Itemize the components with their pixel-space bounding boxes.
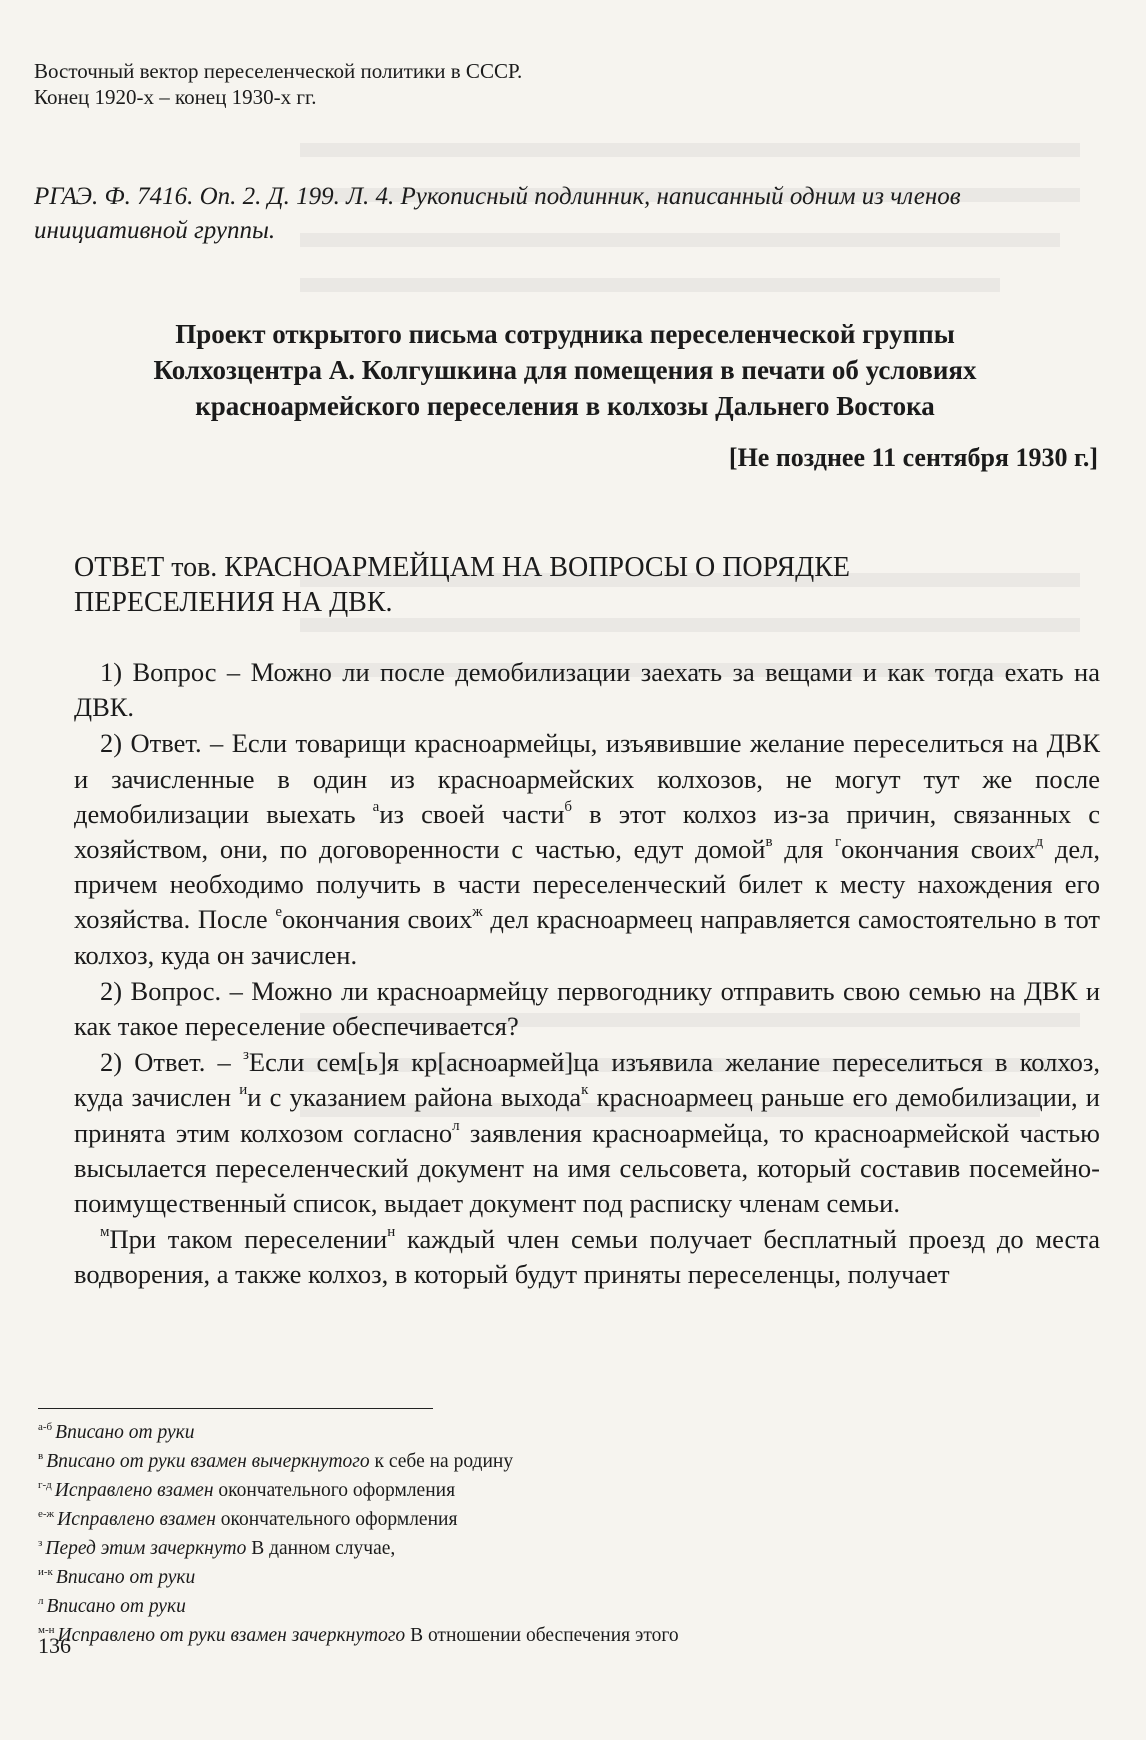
footnote-mark: ж: [472, 904, 483, 921]
answer-2: 2) Ответ. – $^з$Если сем[ь]я кр[асноармей]ца изъявила желание переселиться в колхоз, куда зачислен $^и$и с указанием района выхода$^к$ красноармеец раньше его демобилизации, и принята этим колхозом согласно$^л$ заявления красноармейца, то красноармейской частью высылается переселенческий документ на имя сельсовета, который составив посемейно-поимущественный список, выдает документ под расписку членам семьи.: [74, 1047, 1100, 1219]
footnote-mark: в: [765, 834, 773, 851]
archival-source-reference: РГАЭ. Ф. 7416. Оп. 2. Д. 199. Л. 4. Рукописный подлинник, написанный одним из членов инициативной группы.: [34, 183, 961, 244]
document-body: [74, 655, 1100, 1294]
footnote: $^{г-д}$ Исправлено взамен окончательного оформления: [38, 1479, 456, 1501]
footnote-mark: б: [564, 798, 573, 815]
footnote: $^{а-б}$ Вписано от руки: [38, 1421, 195, 1443]
question-2: 2) Вопрос. – Можно ли красноармейцу первогоднику отправить свою семью на ДВК и как такое переселение обеспечивается?: [74, 975, 1100, 1042]
page-number: 136: [38, 1633, 71, 1658]
footnote: $^{е-ж}$ Исправлено взамен окончательного оформления: [38, 1508, 458, 1530]
footnote-mark: к: [581, 1082, 589, 1099]
header-line-2: Конец 1920-х – конец 1930-х гг.: [34, 85, 317, 109]
footnote-mark: и: [239, 1082, 248, 1099]
document-title: [60, 316, 1070, 424]
footnote: $^в$ Вписано от руки взамен вычеркнутого к себе на родину: [38, 1450, 514, 1472]
answer-1: 2) Ответ. – Если товарищи красноармейцы, изъявившие желание переселиться на ДВК и зачисленные в один из красноармейских колхозов, не могут тут же после демобилизации выехать $^а$из своей части$^б$ в этот колхоз из-за причин, связанных с хозяйством, они, по договоренности с частью, едут домой$^в$ для $^г$окончания своих$^д$ дел, причем необходимо получить в части переселенческий билет к месту нахождения его хозяйства. После $^е$окончания своих$^ж$ дел красноармеец направляется самостоятельно в тот колхоз, куда он зачислен.: [74, 728, 1101, 970]
footnote: $^{и-к}$ Вписано от руки: [38, 1566, 196, 1588]
footnote-divider: [38, 1408, 433, 1409]
footnote: $^з$ Перед этим зачеркнуто В данном случае,: [38, 1537, 396, 1559]
answer-heading-line-1: ОТВЕТ тов. КРАСНОАРМЕЙЦАМ НА ВОПРОСЫ О ПОРЯДКЕ: [74, 552, 851, 583]
footnote-mark: н: [387, 1224, 396, 1241]
footnotes: [38, 1418, 1098, 1650]
footnote-mark: м: [100, 1224, 110, 1241]
answer-heading: [74, 550, 1084, 620]
title-line-1: Проект открытого письма сотрудника переселенческой группы: [175, 319, 955, 349]
footnote-mark: л: [452, 1117, 460, 1134]
title-line-2: Колхозцентра А. Колгушкина для помещения в печати об условиях: [153, 355, 977, 385]
answer-heading-line-2: ПЕРЕСЕЛЕНИЯ НА ДВК.: [74, 587, 393, 618]
document-date: [Не позднее 11 сентября 1930 г.]: [728, 443, 1098, 472]
footnote-mark: е: [275, 904, 282, 921]
question-1: 1) Вопрос – Можно ли после демобилизации заехать за вещами и как тогда ехать на ДВК.: [74, 657, 1100, 723]
answer-2-continued: $^м$При таком переселении$^н$ каждый член семьи получает бесплатный проезд до места водворения, а также колхоз, в который будут приняты переселенцы, получает: [74, 1224, 1100, 1290]
footnote: $^л$ Вписано от руки: [38, 1595, 186, 1617]
footnote-mark: д: [1035, 834, 1044, 851]
footnote: $^{м-н}$ Исправлено от руки взамен зачеркнутого В отношении обеспечения этого: [38, 1624, 679, 1646]
footnote-mark: г: [834, 834, 842, 851]
footnote-mark: а: [372, 798, 380, 815]
footnote-mark: з: [242, 1047, 249, 1064]
running-header: [34, 58, 522, 110]
title-line-3: красноармейского переселения в колхозы Дальнего Востока: [195, 391, 935, 421]
header-line-1: Восточный вектор переселенческой политики в СССР.: [34, 59, 523, 83]
